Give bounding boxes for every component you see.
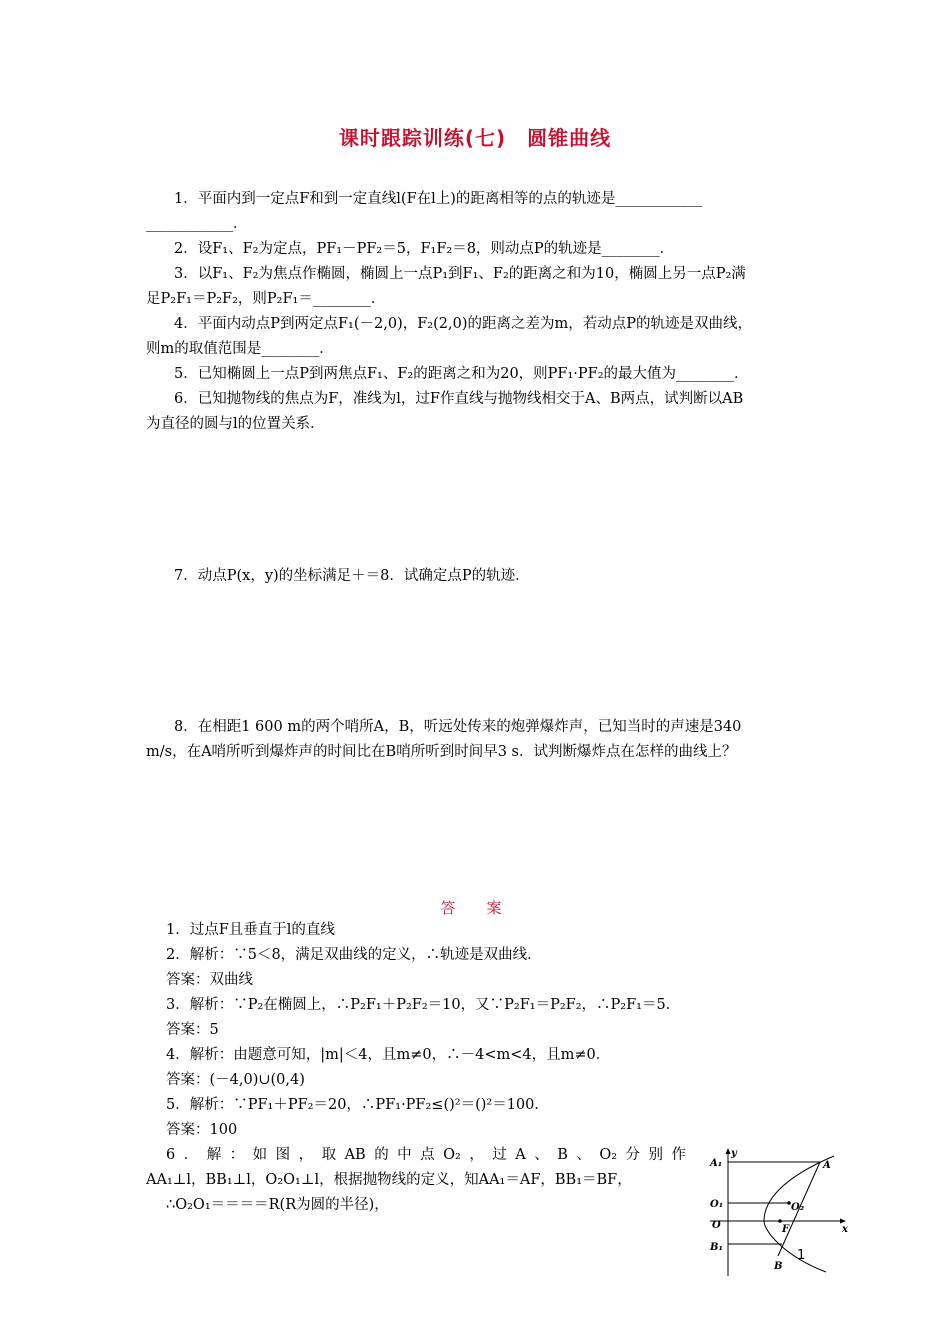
parabola-figure [700,1146,850,1278]
page-title: 课时跟踪训练(七) 圆锥曲线 [338,126,612,150]
question-8: 8．在相距1 600 m的两个哨所A，B，听远处传来的炮弹爆炸声，已知当时的声速是340 m/s，在A哨所听到爆炸声的时间比在B哨所听到时间早3 s．试判断爆炸点在怎样的曲线上？ [146,719,742,760]
answer-1: 1．过点F且垂直于l的直线 [166,922,335,938]
question-1-line-2: ____________． [146,216,248,232]
answer-6-cont: AA₁⊥l，BB₁⊥l，O₂O₁⊥l，根据抛物线的定义，知AA₁＝AF，BB₁＝BF， ∴O₂O₁＝＝＝＝R(R为圆的半径)， [146,1172,632,1213]
label-a1: A₁ [710,1158,723,1169]
label-f: F [782,1224,790,1235]
y-axis-arrow [726,1148,731,1154]
answer-3-result: 答案：5 [166,1022,219,1038]
answer-5-result: 答案：100 [166,1122,238,1138]
question-1 [146,187,818,237]
question-4: 4．平面内动点P到两定点F₁(－2,0)，F₂(2,0)的距离之差为m，若动点P的轨迹是双曲线， 则m的取值范围是________． [146,316,752,357]
answers-heading: 答 案 [440,899,510,917]
label-a: A [823,1160,831,1171]
question-1-line-1: 1．平面内到一定点F和到一定直线l(F在l上)的距离相等的点的轨迹是____________ [174,191,703,207]
answer-2-result: 答案：双曲线 [166,972,253,988]
label-y: y [731,1148,737,1159]
question-7: 7．动点P(x，y)的坐标满足＋＝8．试确定点P的轨迹． [174,568,530,584]
label-o: O [712,1220,721,1231]
answer-3: 3．解析：∵P₂在椭圆上，∴P₂F₁＋P₂F₂＝10，又∵P₂F₁＝P₂F₂，∴P₂F₁＝5． [166,997,681,1013]
label-o1: O₁ [710,1199,724,1210]
answer-6: 6．解：如图，取AB的中点O₂，过A、B、O₂分别作 [166,1147,686,1163]
label-b1: B₁ [710,1242,723,1253]
question-2: 2．设F₁、F₂为定点，PF₁－PF₂＝5，F₁F₂＝8，则动点P的轨迹是________． [174,241,675,257]
label-x: x [842,1224,848,1235]
question-3: 3．以F₁、F₂为焦点作椭圆，椭圆上一点P₁到F₁、F₂的距离之和为10，椭圆上另一点P₂满 足P₂F₁＝P₂F₂，则P₂F₁＝________． [146,266,746,307]
answer-2: 2．解析：∵5＜8，满足双曲线的定义，∴轨迹是双曲线． [166,947,542,963]
question-5: 5．已知椭圆上一点P到两焦点F₁、F₂的距离之和为20，则PF₁·PF₂的最大值为________． [174,366,749,382]
page-number: 1 [797,1248,806,1263]
label-o2: O₂ [791,1202,805,1213]
answer-4: 4．解析：由题意可知，|m|＜4，且m≠0，∴－4<m<4，且m≠0． [166,1047,611,1063]
question-6: 6．已知抛物线的焦点为F，准线为l，过F作直线与抛物线相交于A、B两点，试判断以AB 为直径的圆与l的位置关系． [146,391,744,432]
answer-4-result: 答案：(－4,0)∪(0,4) [166,1072,305,1088]
answers-block [146,918,786,1143]
label-b: B [774,1261,783,1272]
x-axis-arrow [840,1219,846,1224]
answer-5: 5．解析：∵PF₁＋PF₂＝20，∴PF₁·PF₂≤()²＝()²＝100． [166,1097,549,1113]
point-f [778,1219,782,1223]
